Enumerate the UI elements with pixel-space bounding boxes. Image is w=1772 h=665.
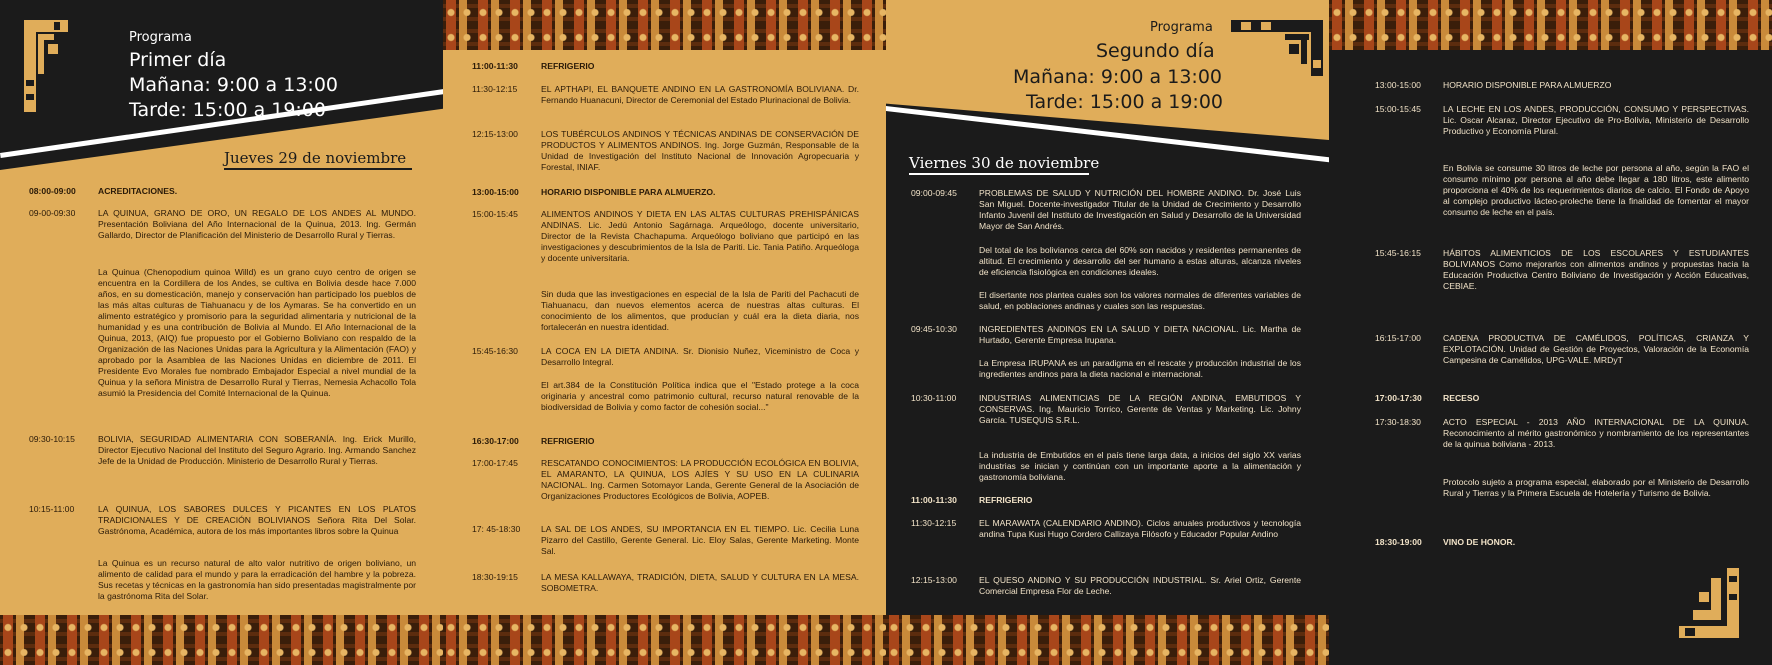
date-underline [909,173,1089,175]
pattern-band-bottom [443,615,886,665]
panel-day2-morning: Programa Segundo día Mañana: 9:00 a 13:00 Tarde: 15:00 a 19:00 Viernes 30 de noviembre 09:00-09:45 PROBLEMAS DE SALUD Y NUTRICIÓN DEL HOMBRE ANDINO. Dr. José Luis San Miguel. Docente-investigador Titular de la Unidad de Crecimiento y Desarrollo Infanto Juvenil del Instituto de Investigación en Salud y Desarrollo de la Universidad Mayor de San Andrés. Del total de los bolivianos cerca del 60% son nacidos y residentes permanentes de altitud. El crecimiento y desarrollo del ser humano a estas alturas, alcanza niveles de eficiencia fisiológica en condiciones ideales. El disertante nos plantea cuales son los valores normales de diferentes variables de salud, en poblaciones andinas y cuales son las respuestas. 09:45-10:30 INGREDIENTES ANDINOS EN LA SALUD Y DIETA NACIONAL. Lic. Martha de Hurtado, Gerente Empresa Irupana. La Empresa IRUPANA es un paradigma en el rescate y producción industrial de los ingredientes andinos para la dieta nacional e internacional. 10:30-11:00 INDUSTRIAS ALIMENTICIAS DE LA REGIÓN ANDINA, EMBUTIDOS Y CONSERVAS. Ing. Mauricio Torrico, Gerente de Ventas y Marketing. Lic. Johny García. TUSEQUIS S.R.L. La industria de Embutidos en el país tiene larga data, a inicios del siglo XX varias industrias se inician y continúan con un importante aporte a la alimentación y gastronomía boliviana. 11:00-11:30 REFRIGERIO 11:30-12:15 EL MARAWATA (CALENDARIO ANDINO). Ciclos anuales productivos y tecnología andina Tupa Kusi Hugo Cordero Callizaya Filósofo y Educador Popular Andino 12:15-13:00 EL QUESO ANDINO Y SU PRODUCCIÓN INDUSTRIAL. Sr. Ariel Ortiz, Gerente Comercial Empresa Flor de Leche. [886,0,1329,665]
morning-hours: Mañana: 9:00 a 13:00 [129,74,338,96]
date-underline [224,168,412,170]
afternoon-hours: Tarde: 15:00 a 19:00 [129,99,327,121]
andean-ornament-icon [1679,568,1739,638]
day-date: Viernes 30 de noviembre [909,154,1100,172]
day-title: Segundo día [1096,40,1215,62]
andean-ornament-icon [1231,20,1323,76]
panel-day2-afternoon: 13:00-15:00 HORARIO DISPONIBLE PARA ALMUERZO 15:00-15:45 LA LECHE EN LOS ANDES, PRODUCCIÓN, CONSUMO Y PERSPECTIVAS. Lic. Oscar Alcaraz, Director Ejecutivo de Pro-Bolivia, Ministerio de Desarrollo Productivo y Economía Plural. En Bolivia se consume 30 litros de leche por persona al año, según la FAO el consumo mínimo por persona al año debe llegar a 180 litros, este alimento proporciona el 40% de los requerimientos diarios de calcio. El Fondo de Apoyo al complejo productivo lácteo-proleche tiene la finalidad de fomentar el mayor consumo de leche en el país. 15:45-16:15 HÁBITOS ALIMENTICIOS DE LOS ESCOLARES Y ESTUDIANTES BOLIVIANOS Como mejorarlos con alimentos andinos y propuestas hacia la Educación Productiva Centro Boliviano de Investigación y Acción Educativas, CEBIAE. 16:15-17:00 CADENA PRODUCTIVA DE CAMÉLIDOS, POLÍTICAS, CRIANZA Y EXPLOTACIÓN. Unidad de Gestión de Proyectos, Valoración de la Economía Campesina de Camélidos, UPG-VALE. MRDyT 17:00-17:30 RECESO 17:30-18:30 ACTO ESPECIAL - 2013 AÑO INTERNACIONAL DE LA QUINUA. Reconocimiento al mérito gastronómico y nombramiento de los representantes de la quinua boliviana - 2013. Protocolo sujeto a programa especial, elaborado por el Ministerio de Desarrollo Rural y Tierras y la Primera Escuela de Hotelería y Turismo de Bolivia. 18:30-19:00 VINO DE HONOR. [1329,0,1772,665]
panel-day1-morning: Programa Primer día Mañana: 9:00 a 13:00 Tarde: 15:00 a 19:00 Jueves 29 de noviembre 08:00-09:00 ACREDITACIONES. 09-00-09:30 LA QUINUA, GRANO DE ORO, UN REGALO DE LOS ANDES AL MUNDO. Presentación Boliviana del Año Internacional de la Quinua, 2013. Ing. Germán Gallardo, Director de Planificación del Ministerio de Desarrollo Rural y Tierras. La Quinua (Chenopodium quinoa Willd) es un grano cuyo centro de origen se encuentra en la Cordillera de los Andes, se cultiva en Bolivia desde hace 7.000 años, en su domesticación, manejo y conservación han participado los pueblos de las más altas culturas de Tiahuanacu y de los Aymaras. Se ha convertido en un alimento estratégico y promisorio para la seguridad alimentaria y nutricional de la humanidad y es una contribución de Bolivia al Mundo. El Año Internacional de la Quinua, 2013, (AIQ) fue propuesto por el Gobierno Boliviano con respaldo de la Organización de las Naciones Unidas para la Agricultura y la Alimentación (FAO) y aprobado por la Asamblea de las Naciones Unidas en diciembre de 2011. El Presidente Evo Morales fue nombrado Embajador Especial a nivel mundial de la Quinua y la señora Ministra de Desarrollo Rural y Tierras, Nemesia Achacollo Tola asumió la Presidencia del Comité Internacional de la Quinua. 09:30-10:15 BOLIVIA, SEGURIDAD ALIMENTARIA CON SOBERANÍA. Ing. Erick Murillo, Director Ejecutivo Nacional del Instituto del Seguro Agrario. Ing. Armando Sanchez Jefe de la Unidad de Producción. Ministerio de Desarrollo Rural y Tierras. 10:15-11:00 LA QUINUA, LOS SABORES DULCES Y PICANTES EN LOS PLATOS TRADICIONALES Y DE CREACIÓN BOLIVIANOS Señora Rita Del Solar. Gastrónoma, Académica, autora de los más importantes libros sobre la Quinua La Quinua es un recurso natural de alto valor nutritivo de origen boliviano, un alimento de calidad para el mundo y para la erradicación del hambre y la pobreza. Sus recetas y técnicas en la gastronomía han sido presentadas magistralmente por la gastrónoma Rita del Solar. [0,0,443,665]
pattern-band-top [1329,0,1772,50]
pattern-band-bottom [886,615,1329,665]
pattern-band-top [443,0,886,50]
pattern-band-bottom [0,615,443,665]
andean-ornament-icon [24,20,68,112]
program-label: Programa [1150,20,1213,35]
day-date: Jueves 29 de noviembre [224,149,407,167]
panel-day1-afternoon: 11:00-11:30 REFRIGERIO 11:30-12:15 EL APTHAPI, EL BANQUETE ANDINO EN LA GASTRONOMÍA BOLIVIANA. Dr. Fernando Huanacuni, Director de Ceremonial del Estado Plurinacional de Bolivia. 12:15-13:00 LOS TUBÉRCULOS ANDINOS Y TÉCNICAS ANDINAS DE CONSERVACIÓN DE PRODUCTOS Y ALIMENTOS ANDINOS. Ing. Jorge Guzmán, Responsable de la Unidad de Investigación del Instituto Nacional de Innovación Agropecuaria y Forestal, INIAF. 13:00-15:00 HORARIO DISPONIBLE PARA ALMUERZO. 15:00-15:45 ALIMENTOS ANDINOS Y DIETA EN LAS ALTAS CULTURAS PREHISPÁNICAS ANDINAS. Lic. Jedú Antonio Sagárnaga. Arqueólogo, docente universitario, Director de la Revista Chachapuma. Arqueólogo boliviano que participó en las investigaciones y descubrimientos de la Isla de Pariti. Lic. Tania Patiño. Arqueóloga y docente universitaria. Sin duda que las investigaciones en especial de la Isla de Pariti del Pachacuti de Tiahuanacu, dan nuevos elementos acerca de nuestras altas culturas. El conocimiento de los alimentos, que producían y cuál era la dieta diaria, nos fortalecerán en nuestra identidad. 15:45-16:30 LA COCA EN LA DIETA ANDINA. Sr. Dionisio Nuñez, Viceministro de Coca y Desarrollo Integral. El art.384 de la Constitución Política indica que el "Estado protege a la coca originaria y ancestral como patrimonio cultural, recurso natural renovable de la biodiversidad de Bolivia y como factor de cohesión social..." 16:30-17:00 REFRIGERIO 17:00-17:45 RESCATANDO CONOCIMIENTOS: LA PRODUCCIÓN ECOLÓGICA EN BOLIVIA, EL AMARANTO, LA QUINUA, LOS AJÍES Y SU USO EN LA CULINARIA NACIONAL. Ing. Carmen Sotomayor Landa, Gerente General de la Asociación de Organizaciones Productores Ecológicos de Bolivia, AOPEB. 17: 45-18:30 LA SAL DE LOS ANDES, SU IMPORTANCIA EN EL TIEMPO. Lic. Cecilia Luna Pizarro del Castillo, Gerente General. Lic. Eloy Salas, Gerente Marketing. Monte Sal. 18:30-19:15 LA MESA KALLAWAYA, TRADICIÓN, DIETA, SALUD Y CULTURA EN LA MESA. SOBOMETRA. [443,0,886,665]
program-label: Programa [129,30,192,45]
afternoon-hours: Tarde: 15:00 a 19:00 [1026,91,1224,113]
morning-hours: Mañana: 9:00 a 13:00 [1013,66,1222,88]
day-title: Primer día [129,49,227,71]
